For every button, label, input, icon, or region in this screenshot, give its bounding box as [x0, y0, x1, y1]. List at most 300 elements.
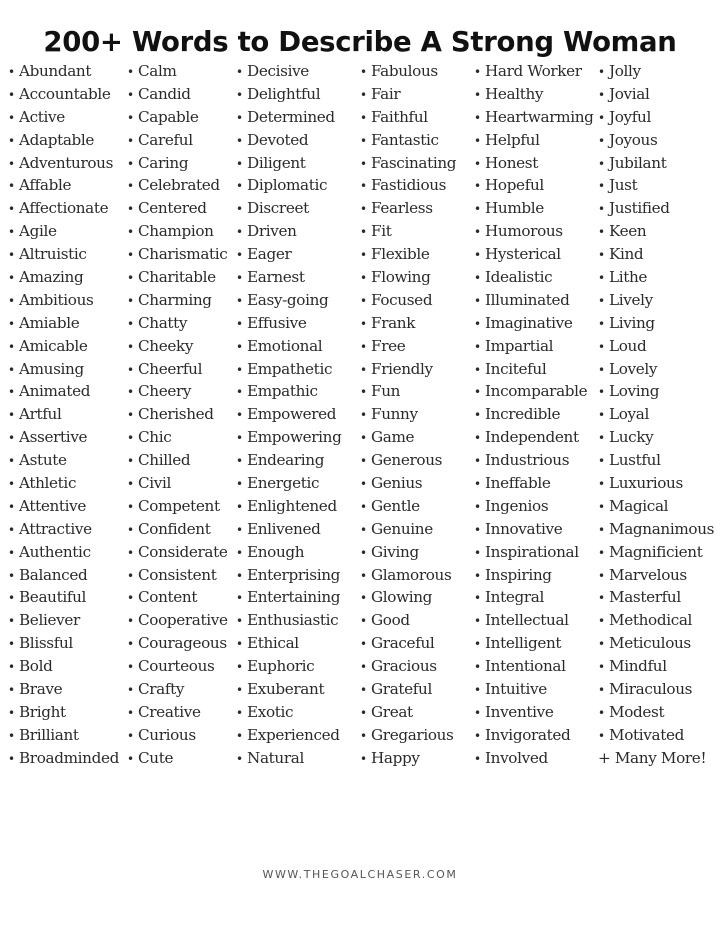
word-label: Amiable — [19, 313, 80, 332]
bullet-icon: • — [360, 362, 367, 377]
word-label: Joyous — [609, 130, 658, 149]
word-item — [360, 106, 456, 129]
word-column-3 — [236, 60, 341, 770]
bullet-icon: • — [598, 248, 605, 263]
word-item — [8, 83, 119, 106]
word-label: Blissful — [19, 634, 73, 653]
bullet-icon: • — [598, 87, 605, 102]
word-label: Inciteful — [485, 359, 547, 378]
word-item — [127, 747, 228, 770]
bullet-icon: • — [8, 202, 15, 217]
word-item — [127, 724, 228, 747]
word-label: Generous — [371, 451, 443, 470]
word-label: Ingenios — [485, 496, 549, 515]
bullet-icon: • — [474, 65, 481, 79]
bullet-icon: • — [127, 133, 134, 148]
word-label: Enough — [247, 542, 305, 561]
bullet-icon: • — [598, 522, 605, 537]
word-label: Exotic — [247, 702, 294, 721]
word-label: Frank — [371, 313, 416, 332]
word-item — [8, 335, 119, 358]
bullet-icon: • — [598, 477, 605, 492]
bullet-icon: • — [598, 293, 605, 308]
word-item — [8, 60, 119, 83]
bullet-icon: • — [598, 225, 605, 240]
word-label: Adventurous — [19, 153, 114, 172]
word-label: Bright — [19, 702, 66, 721]
bullet-icon: • — [598, 179, 605, 194]
word-item — [127, 197, 228, 220]
word-label: Heartwarming — [485, 107, 594, 126]
word-item — [236, 449, 341, 472]
word-label: Modest — [609, 702, 665, 721]
bullet-icon: • — [8, 499, 15, 514]
word-label: Fun — [371, 382, 401, 401]
word-item — [474, 678, 594, 701]
word-label: Faithful — [371, 107, 428, 126]
word-label: Natural — [247, 748, 304, 767]
word-item — [8, 266, 119, 289]
word-label: Entertaining — [247, 588, 341, 607]
word-label: Hysterical — [485, 245, 561, 264]
word-label: Fearless — [371, 199, 433, 218]
word-label: Euphoric — [247, 657, 315, 676]
word-label: Bold — [19, 657, 53, 676]
bullet-icon: • — [127, 316, 134, 331]
word-label: Fabulous — [371, 62, 438, 80]
bullet-icon: • — [127, 637, 134, 652]
bullet-icon: • — [236, 614, 243, 629]
bullet-icon: • — [598, 660, 605, 675]
word-label: Charming — [138, 290, 212, 309]
word-item — [598, 472, 714, 495]
word-label: Friendly — [371, 359, 433, 378]
word-label: Brave — [19, 680, 63, 699]
word-item — [8, 174, 119, 197]
word-item — [127, 174, 228, 197]
bullet-icon: • — [8, 179, 15, 194]
word-item — [8, 243, 119, 266]
word-label: Imaginative — [485, 313, 573, 332]
word-item — [8, 449, 119, 472]
word-label: Celebrated — [138, 176, 220, 195]
word-item — [127, 60, 228, 83]
word-item — [598, 312, 714, 335]
word-item — [474, 243, 594, 266]
word-label: Impartial — [485, 336, 554, 355]
bullet-icon: • — [360, 248, 367, 263]
word-label: Chic — [138, 428, 172, 447]
word-label: Keen — [609, 222, 647, 241]
word-label: Magnificient — [609, 542, 703, 561]
word-item — [598, 335, 714, 358]
bullet-icon: • — [474, 499, 481, 514]
word-item — [236, 220, 341, 243]
bullet-icon: • — [598, 156, 605, 171]
word-label: Altruistic — [19, 245, 87, 264]
word-label: Hopeful — [485, 176, 544, 195]
word-label: Inventive — [485, 702, 554, 721]
word-item — [127, 289, 228, 312]
word-label: Fair — [371, 84, 401, 103]
word-label: Active — [19, 107, 65, 126]
word-label: Fit — [371, 222, 392, 241]
word-item — [474, 724, 594, 747]
word-item — [236, 472, 341, 495]
bullet-icon: • — [360, 87, 367, 102]
bullet-icon: • — [474, 431, 481, 446]
word-item — [474, 541, 594, 564]
bullet-icon: • — [8, 728, 15, 743]
word-item — [127, 564, 228, 587]
word-item — [127, 335, 228, 358]
bullet-icon: • — [236, 499, 243, 514]
bullet-icon: • — [598, 271, 605, 286]
word-item — [236, 83, 341, 106]
word-label: Luxurious — [609, 474, 683, 493]
bullet-icon: • — [236, 477, 243, 492]
word-item — [127, 358, 228, 381]
bullet-icon: • — [474, 614, 481, 629]
word-item — [236, 266, 341, 289]
word-item — [598, 609, 714, 632]
word-label: Cheery — [138, 382, 192, 401]
word-item — [360, 609, 456, 632]
word-label: Brilliant — [19, 725, 79, 744]
bullet-icon: • — [474, 110, 481, 125]
bullet-icon: • — [8, 316, 15, 331]
bullet-icon: • — [236, 339, 243, 354]
bullet-icon: • — [598, 339, 605, 354]
bullet-icon: • — [127, 362, 134, 377]
word-label: Assertive — [19, 428, 88, 447]
bullet-icon: • — [360, 293, 367, 308]
bullet-icon: • — [360, 728, 367, 743]
bullet-icon: • — [598, 110, 605, 125]
bullet-icon: • — [474, 751, 481, 766]
word-item — [474, 174, 594, 197]
bullet-icon: • — [236, 522, 243, 537]
word-label: Jovial — [609, 84, 650, 103]
word-item — [127, 403, 228, 426]
word-item — [360, 518, 456, 541]
word-item — [127, 472, 228, 495]
word-label: Delightful — [247, 84, 321, 103]
word-item — [236, 403, 341, 426]
word-item — [598, 220, 714, 243]
word-label: Astute — [19, 451, 67, 470]
word-label: Lively — [609, 290, 653, 309]
word-label: Genuine — [371, 519, 433, 538]
bullet-icon: • — [360, 591, 367, 606]
word-label: Authentic — [19, 542, 91, 561]
bullet-icon: • — [360, 65, 367, 79]
bullet-icon: • — [360, 660, 367, 675]
word-label: Competent — [138, 496, 220, 515]
word-label: Animated — [19, 382, 91, 401]
word-label: Beautiful — [19, 588, 87, 607]
word-item — [474, 701, 594, 724]
word-label: Accountable — [19, 84, 111, 103]
word-label: Incredible — [485, 405, 561, 424]
word-item — [474, 472, 594, 495]
word-item — [236, 609, 341, 632]
bullet-icon: • — [598, 431, 605, 446]
word-label: Involved — [485, 748, 548, 767]
bullet-icon: • — [236, 362, 243, 377]
bullet-icon: • — [127, 87, 134, 102]
word-label: Glamorous — [371, 565, 452, 584]
bullet-icon: • — [474, 316, 481, 331]
bullet-icon: • — [8, 522, 15, 537]
word-item — [8, 220, 119, 243]
word-label: Charismatic — [138, 245, 228, 264]
word-column-4 — [360, 60, 456, 770]
word-label: Inspiring — [485, 565, 552, 584]
word-label: Effusive — [247, 313, 307, 332]
word-item — [127, 655, 228, 678]
word-label: Cooperative — [138, 611, 228, 630]
bullet-icon: • — [8, 362, 15, 377]
bullet-icon: • — [236, 568, 243, 583]
word-label: Kind — [609, 245, 644, 264]
bullet-icon: • — [474, 454, 481, 469]
bullet-icon: • — [127, 408, 134, 423]
bullet-icon: • — [236, 385, 243, 400]
bullet-icon: • — [8, 614, 15, 629]
word-item — [8, 632, 119, 655]
word-item — [598, 564, 714, 587]
bullet-icon: • — [474, 133, 481, 148]
word-item — [8, 586, 119, 609]
word-item — [598, 701, 714, 724]
bullet-icon: • — [236, 637, 243, 652]
word-item — [236, 426, 341, 449]
word-item — [8, 747, 119, 770]
word-item — [236, 655, 341, 678]
word-item — [8, 106, 119, 129]
word-item — [127, 495, 228, 518]
word-columns — [0, 60, 720, 780]
word-item — [127, 312, 228, 335]
bullet-icon: • — [598, 202, 605, 217]
bullet-icon: • — [474, 362, 481, 377]
word-item — [360, 678, 456, 701]
bullet-icon: • — [598, 133, 605, 148]
word-label: Jolly — [609, 62, 641, 80]
word-item — [8, 678, 119, 701]
word-item — [236, 335, 341, 358]
bullet-icon: • — [8, 683, 15, 698]
word-label: Fascinating — [371, 153, 457, 172]
bullet-icon: • — [360, 202, 367, 217]
word-item — [127, 152, 228, 175]
bullet-icon: • — [236, 87, 243, 102]
bullet-icon: • — [8, 705, 15, 720]
word-item — [474, 129, 594, 152]
word-item — [360, 655, 456, 678]
word-item — [127, 449, 228, 472]
bullet-icon: • — [127, 728, 134, 743]
word-item — [474, 60, 594, 83]
word-label: Cheerful — [138, 359, 203, 378]
word-label: Honest — [485, 153, 538, 172]
word-label: Capable — [138, 107, 199, 126]
word-label: Happy — [371, 748, 420, 767]
word-item — [236, 358, 341, 381]
word-label: Hard Worker — [485, 62, 582, 80]
bullet-icon: • — [8, 477, 15, 492]
word-label: Magnanimous — [609, 519, 715, 538]
word-item — [360, 449, 456, 472]
word-item — [598, 678, 714, 701]
bullet-icon: • — [474, 683, 481, 698]
word-label: Humorous — [485, 222, 563, 241]
word-item — [598, 449, 714, 472]
word-label: Masterful — [609, 588, 681, 607]
word-label: Joyful — [609, 107, 651, 126]
bullet-icon: • — [236, 110, 243, 125]
bullet-icon: • — [474, 202, 481, 217]
bullet-icon: • — [127, 202, 134, 217]
word-label: Athletic — [19, 474, 77, 493]
word-label: Gregarious — [371, 725, 454, 744]
word-item — [474, 609, 594, 632]
word-label: Enlightened — [247, 496, 337, 515]
bullet-icon: • — [360, 385, 367, 400]
word-label: Lithe — [609, 268, 648, 287]
word-item — [598, 197, 714, 220]
word-label: Loyal — [609, 405, 649, 424]
word-label: Chilled — [138, 451, 191, 470]
word-item — [236, 289, 341, 312]
word-label: Focused — [371, 290, 433, 309]
bullet-icon: • — [127, 271, 134, 286]
word-item — [236, 701, 341, 724]
word-label: Determined — [247, 107, 335, 126]
word-item — [8, 495, 119, 518]
word-item — [360, 289, 456, 312]
word-item — [474, 564, 594, 587]
word-label: Gracious — [371, 657, 437, 676]
word-item — [127, 609, 228, 632]
bullet-icon: • — [127, 248, 134, 263]
word-label: Crafty — [138, 680, 185, 699]
bullet-icon: • — [474, 87, 481, 102]
word-item — [598, 403, 714, 426]
word-label: Fastidious — [371, 176, 447, 195]
word-label: Devoted — [247, 130, 309, 149]
bullet-icon: • — [474, 339, 481, 354]
bullet-icon: • — [474, 591, 481, 606]
word-label: Meticulous — [609, 634, 691, 653]
word-label: Good — [371, 611, 410, 630]
word-label: Just — [609, 176, 638, 195]
bullet-icon: • — [360, 545, 367, 560]
word-label: Ambitious — [19, 290, 94, 309]
bullet-icon: • — [474, 156, 481, 171]
word-item — [127, 106, 228, 129]
word-item — [598, 289, 714, 312]
bullet-icon: • — [474, 179, 481, 194]
word-item — [127, 586, 228, 609]
word-label: Miraculous — [609, 680, 693, 699]
word-label: Enterprising — [247, 565, 341, 584]
word-item — [360, 541, 456, 564]
word-label: Graceful — [371, 634, 435, 653]
word-label: Invigorated — [485, 725, 571, 744]
bullet-icon: • — [236, 408, 243, 423]
word-label: Flowing — [371, 268, 431, 287]
word-label: Adaptable — [19, 130, 95, 149]
word-item — [360, 83, 456, 106]
word-label: Industrious — [485, 451, 570, 470]
bullet-icon: • — [236, 751, 243, 766]
word-item — [8, 380, 119, 403]
word-item — [236, 312, 341, 335]
word-item — [360, 724, 456, 747]
word-label: Methodical — [609, 611, 693, 630]
word-label: Charitable — [138, 268, 216, 287]
word-label: Experienced — [247, 725, 340, 744]
word-label: Inspirational — [485, 542, 579, 561]
word-label: Cheeky — [138, 336, 194, 355]
bullet-icon: • — [360, 477, 367, 492]
bullet-icon: • — [127, 591, 134, 606]
word-label: Balanced — [19, 565, 88, 584]
word-label: Easy-going — [247, 290, 329, 309]
word-column-2 — [127, 60, 228, 770]
bullet-icon: • — [474, 271, 481, 286]
bullet-icon: • — [360, 408, 367, 423]
bullet-icon: • — [127, 454, 134, 469]
word-item — [474, 106, 594, 129]
word-item — [360, 266, 456, 289]
bullet-icon: • — [360, 271, 367, 286]
word-label: Justified — [609, 199, 670, 218]
bullet-icon: • — [236, 225, 243, 240]
bullet-icon: • — [8, 431, 15, 446]
bullet-icon: • — [127, 660, 134, 675]
word-item — [8, 129, 119, 152]
word-label: Magical — [609, 496, 669, 515]
word-label: Illuminated — [485, 290, 570, 309]
bullet-icon: • — [598, 591, 605, 606]
bullet-icon: • — [598, 385, 605, 400]
bullet-icon: • — [236, 156, 243, 171]
bullet-icon: • — [360, 454, 367, 469]
word-item — [8, 609, 119, 632]
word-item — [360, 243, 456, 266]
word-label: Lustful — [609, 451, 661, 470]
bullet-icon: • — [598, 316, 605, 331]
bullet-icon: • — [598, 568, 605, 583]
bullet-icon: • — [236, 454, 243, 469]
bullet-icon: • — [360, 568, 367, 583]
bullet-icon: • — [8, 156, 15, 171]
bullet-icon: • — [8, 408, 15, 423]
word-item — [360, 747, 456, 770]
word-label: Loud — [609, 336, 647, 355]
word-item — [598, 266, 714, 289]
word-item — [598, 106, 714, 129]
bullet-icon: • — [236, 202, 243, 217]
word-label: Humble — [485, 199, 544, 218]
bullet-icon: • — [236, 293, 243, 308]
word-label: Game — [371, 428, 415, 447]
word-label: Considerate — [138, 542, 228, 561]
bullet-icon: • — [8, 65, 15, 79]
